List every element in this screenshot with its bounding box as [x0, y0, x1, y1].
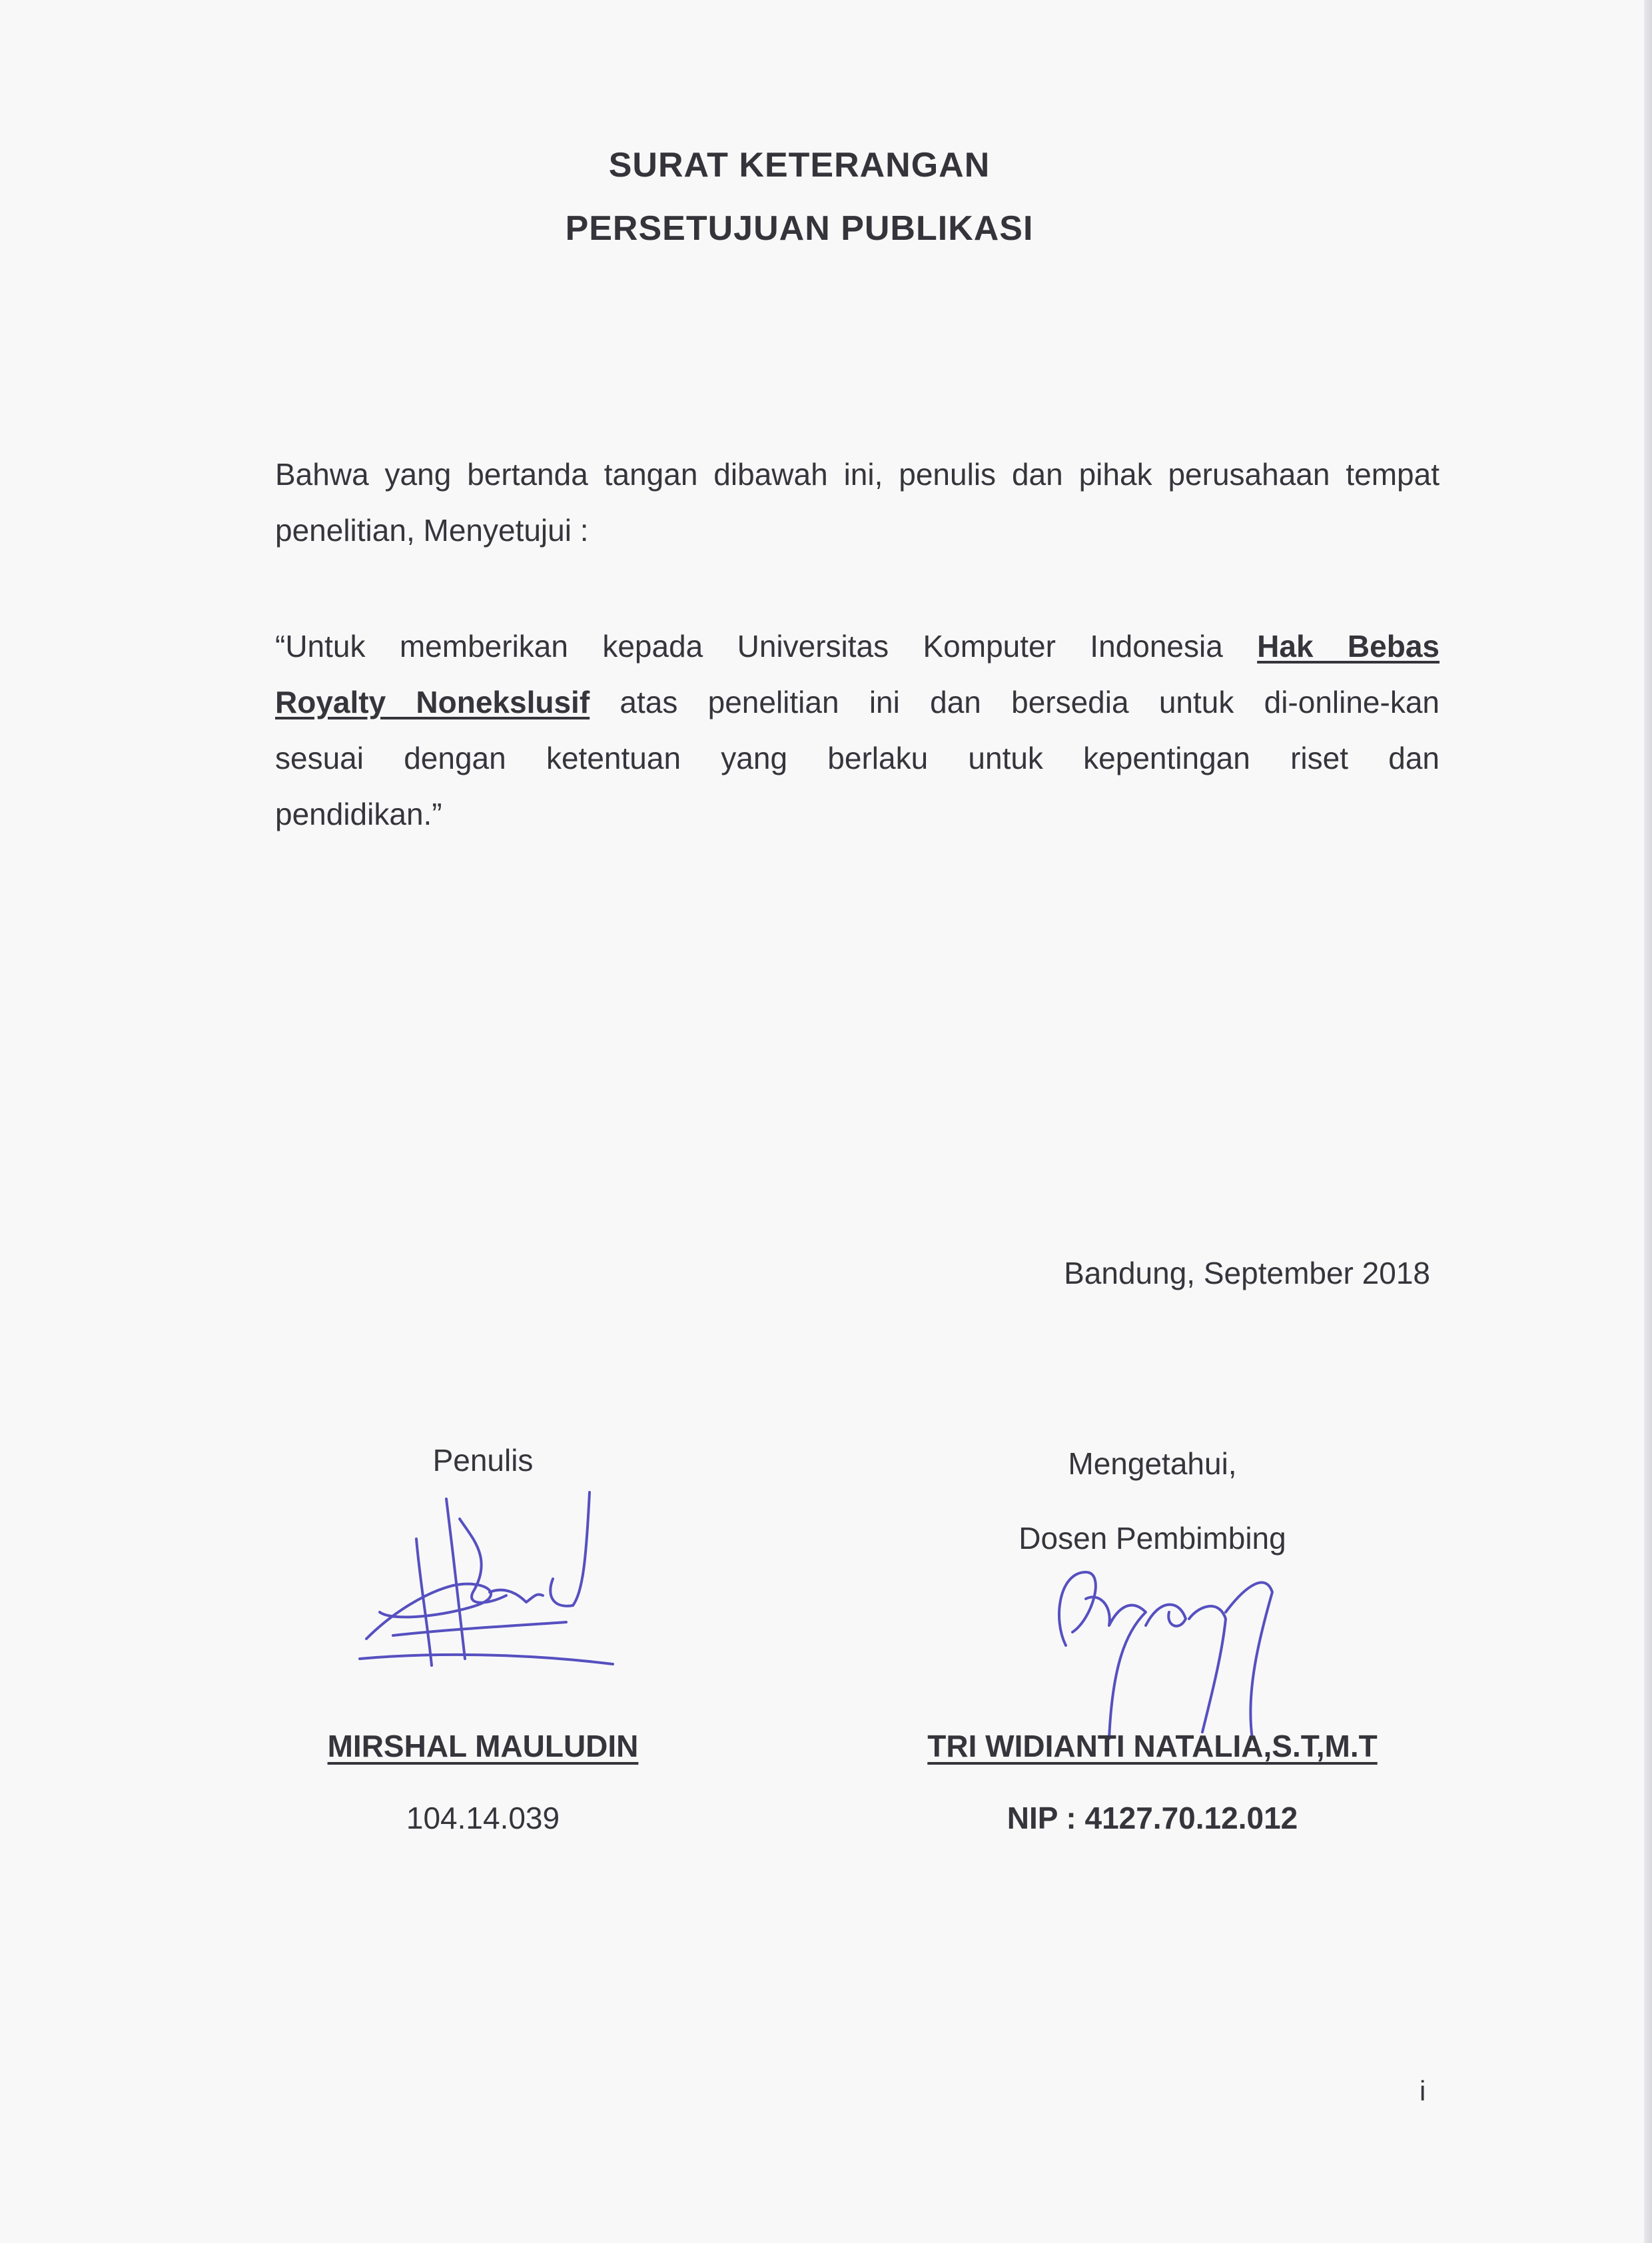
agreement-line-4: pendidikan.” [275, 797, 442, 831]
agreement-line-1-text: “Untuk memberikan kepada Universitas Komputer Indonesia [275, 629, 1223, 664]
place-date: Bandung, September 2018 [1064, 1256, 1430, 1290]
supervisor-acknowledgement: Mengetahui, [1068, 1446, 1237, 1481]
statement-paragraph: Bahwa yang bertanda tangan dibawah ini, penulis dan pihak perusahaan tempat penelitian, Menyetujui : [275, 457, 1440, 548]
document-title: SURAT KETERANGAN [608, 146, 991, 185]
supervisor-role-label: Dosen Pembimbing [1019, 1521, 1286, 1556]
agreement-line-3: sesuai dengan ketentuan yang berlaku untuk kepentingan riset dan [275, 741, 1440, 775]
supervisor-name: TRI WIDIANTI NATALIA,S.T,M.T [927, 1729, 1378, 1763]
rights-emphasis-1: Hak Bebas [1257, 629, 1440, 664]
author-signature-block [280, 0, 686, 2243]
author-id-number: 104.14.039 [406, 1801, 560, 1835]
supervisor-nip: NIP : 4127.70.12.012 [1007, 1801, 1298, 1835]
author-name: MIRSHAL MAULUDIN [327, 1729, 639, 1763]
author-signature-icon [353, 1479, 620, 1685]
document-subtitle: PERSETUJUAN PUBLIKASI [565, 209, 1034, 248]
page-number: i [1420, 2075, 1426, 2106]
scan-edge-shadow [1644, 0, 1652, 2243]
rights-emphasis-2: Royalty Nonekslusif [275, 685, 590, 719]
agreement-line-2-text: atas penelitian ini dan bersedia untuk di-online-kan [620, 685, 1440, 719]
author-role-label: Penulis [432, 1443, 534, 1478]
supervisor-signature-block [866, 0, 1439, 2243]
